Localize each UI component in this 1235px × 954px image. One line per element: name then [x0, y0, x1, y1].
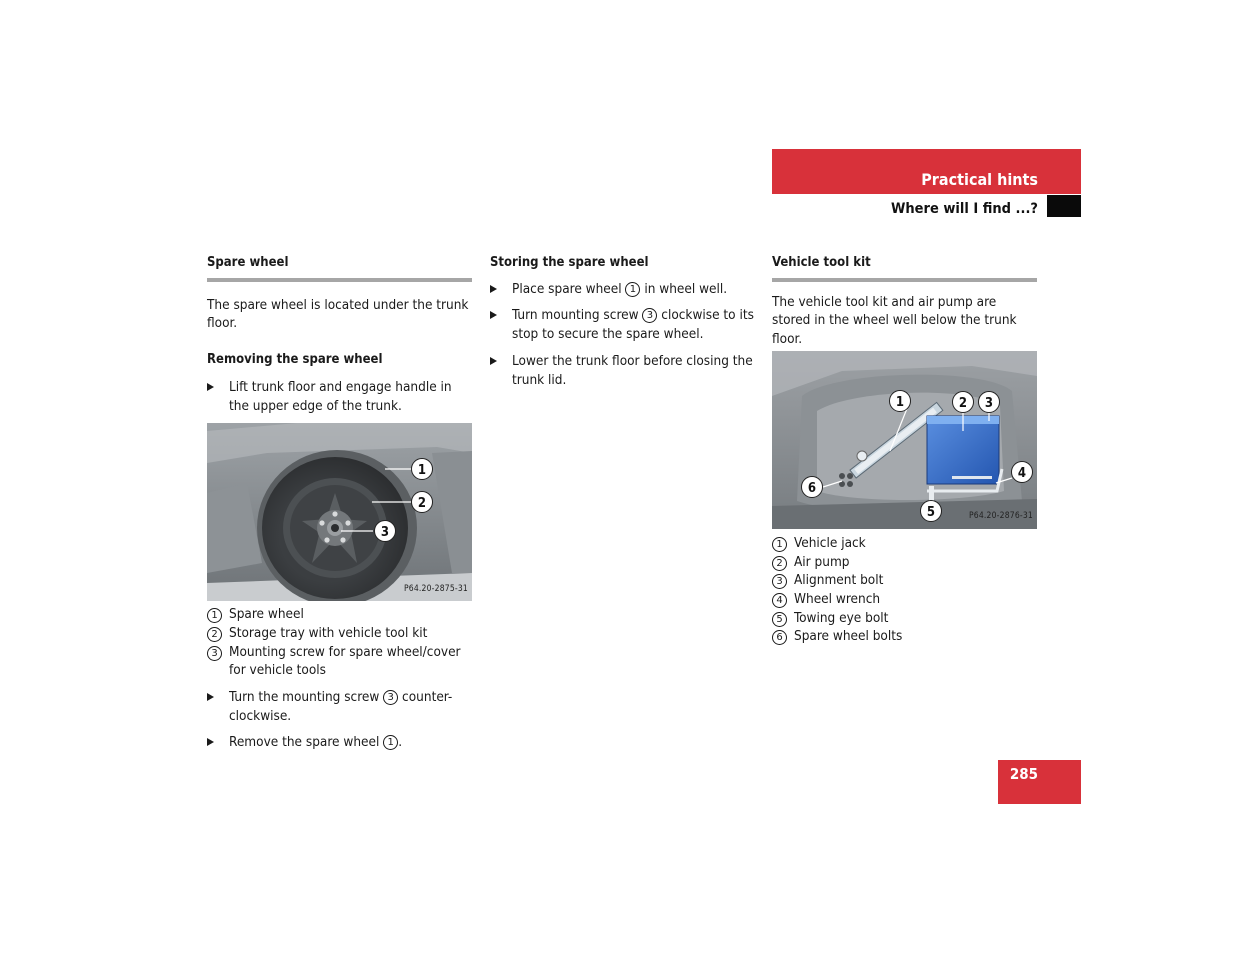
callout-2: 2 [958, 395, 968, 411]
tool-kit-intro: The vehicle tool kit and air pump are stored in the wheel well below the trunk floor. [772, 293, 1017, 348]
removing-step-3: Remove the spare wheel 1 . [207, 733, 472, 752]
legend-text: Spare wheel bolts [794, 628, 903, 645]
step-arrow-icon [490, 285, 497, 293]
callout-3: 3 [380, 525, 390, 541]
legend-number: 6 [772, 630, 787, 645]
legend-item [207, 624, 472, 643]
header-marker [1047, 195, 1081, 217]
storing-heading: Storing the spare wheel [490, 255, 649, 270]
callout-6: 6 [807, 480, 817, 496]
inline-number: 3 [642, 308, 657, 323]
legend-item [772, 590, 1037, 609]
spare-wheel-heading: Spare wheel [207, 254, 472, 282]
legend-number: 3 [772, 574, 787, 589]
inline-number: 1 [383, 735, 398, 750]
legend-item [207, 643, 472, 680]
legend-text: Air pump [794, 553, 850, 570]
legend-text: Towing eye bolt [794, 609, 889, 626]
legend-item [772, 553, 1037, 572]
callout-4: 4 [1017, 465, 1027, 481]
step-arrow-icon [490, 311, 497, 319]
legend-text: Wheel wrench [794, 590, 881, 607]
legend-item [772, 534, 1037, 553]
legend-number: 1 [772, 537, 787, 552]
legend-item [772, 609, 1037, 628]
legend-text: Vehicle jack [794, 534, 866, 551]
storing-step-3: Lower the trunk floor before closing the trunk lid. [490, 352, 755, 389]
callout-3: 3 [984, 395, 994, 411]
spare-wheel-intro: The spare wheel is located under the trunk floor. [207, 296, 469, 332]
step-arrow-icon [207, 738, 214, 746]
legend-number: 5 [772, 612, 787, 627]
spare-wheel-illustration [207, 423, 472, 601]
inline-number: 3 [383, 690, 398, 705]
tool-kit-figure [772, 351, 1037, 529]
tool-kit-heading: Vehicle tool kit [772, 254, 1037, 282]
storing-step-2: Turn mounting screw 3 clockwise to its stop to secure the spare wheel. [490, 306, 755, 343]
step-arrow-icon [207, 383, 214, 391]
step-arrow-icon [207, 693, 214, 701]
spare-wheel-legend [207, 605, 472, 680]
page-number: 285 [1009, 765, 1038, 783]
legend-number: 2 [772, 556, 787, 571]
legend-text: Mounting screw for spare wheel/cover for vehicle tools [229, 643, 461, 679]
removing-step-1: Lift trunk floor and engage handle in the upper edge of the trunk. [207, 378, 472, 415]
legend-number: 3 [207, 646, 222, 661]
step-arrow-icon [490, 357, 497, 365]
removing-step-2: Turn the mounting screw 3 counter-clockwise. [207, 688, 472, 725]
legend-text: Alignment bolt [794, 572, 884, 589]
callout-1: 1 [417, 463, 427, 479]
legend-item [772, 627, 1037, 646]
section-title: Practical hints [921, 170, 1038, 189]
callout-5: 5 [926, 504, 936, 520]
legend-number: 1 [207, 608, 222, 623]
spare-wheel-figure [207, 423, 472, 601]
callout-1: 1 [895, 394, 905, 410]
figure-code: P64.20-2876-31 [968, 511, 1033, 522]
tool-kit-legend [772, 534, 1037, 646]
figure-code: P64.20-2875-31 [403, 583, 468, 594]
tool-kit-column [772, 254, 1037, 646]
tool-kit-illustration [772, 351, 1037, 529]
storing-column [490, 254, 755, 389]
legend-number: 4 [772, 593, 787, 608]
storing-step-1: Place spare wheel 1 in wheel well. [490, 280, 755, 299]
legend-text: Spare wheel [229, 606, 304, 623]
legend-item [207, 605, 472, 624]
legend-text: Storage tray with vehicle tool kit [229, 624, 428, 641]
spare-wheel-column [207, 254, 472, 752]
legend-number: 2 [207, 627, 222, 642]
removing-heading: Removing the spare wheel [207, 352, 383, 368]
callout-2: 2 [417, 496, 427, 512]
legend-item [772, 571, 1037, 590]
inline-number: 1 [625, 282, 640, 297]
subsection-title: Where will I find ...? [890, 201, 1038, 217]
